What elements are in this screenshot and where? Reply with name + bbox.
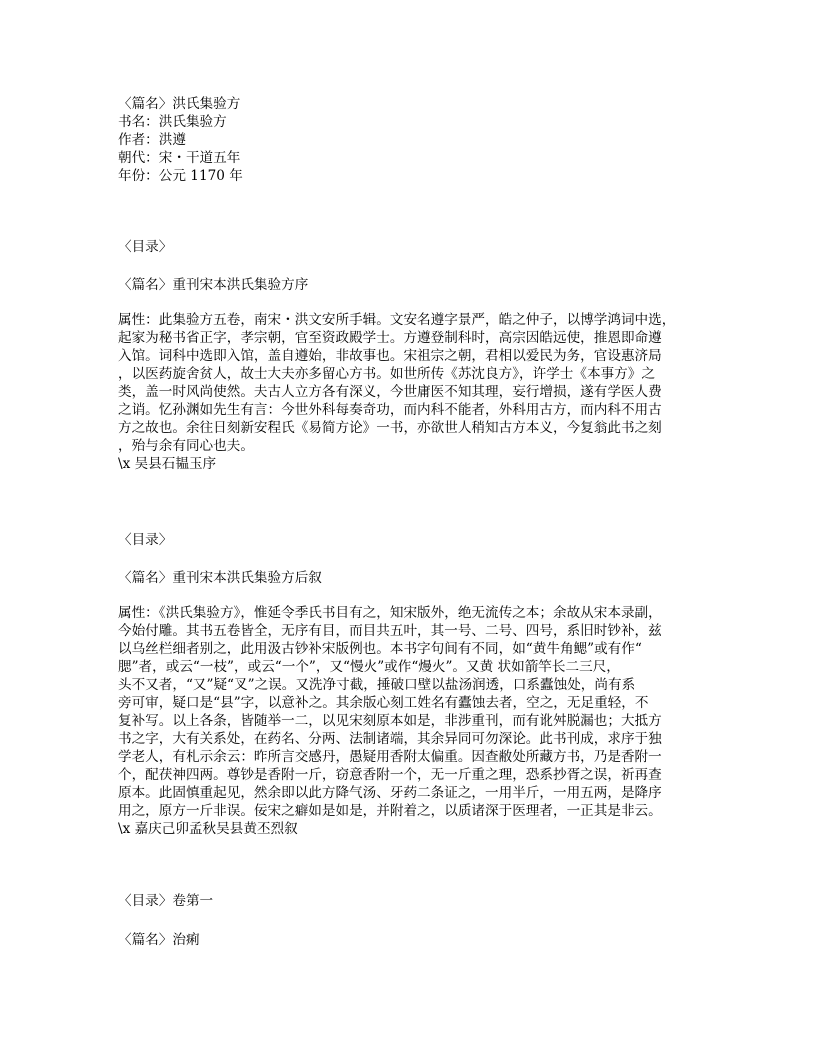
header-line: 朝代：宋・干道五年 xyxy=(118,150,241,166)
body-line: ，殆与余有同心也夫。 xyxy=(118,438,254,454)
header-block xyxy=(118,95,243,185)
body-line: ，以医药旋舍贫人，故士大夫亦多留心方书。如世所传《苏沈良方》，许学士《本事方》之 xyxy=(118,366,655,382)
section-body xyxy=(118,311,675,473)
body-line: \x 吴县石韫玉序 xyxy=(118,456,217,472)
body-line: 属性：此集验方五卷，南宋・洪文安所手辑。文安名遵字景严，皓之仲子，以博学鸿词中选， xyxy=(118,312,676,328)
body-line: 属性：《洪氏集验方》，惟延令季氏书目有之，知宋版外，绝无流传之本；余故从宋本录副， xyxy=(118,605,662,621)
body-line: 类，盖一时风尚使然。夫古人立方各有深义，今世庸医不知其理，妄行增损，遂有学医人费 xyxy=(118,384,662,400)
header-line: 书名：洪氏集验方 xyxy=(118,114,227,130)
body-line: 方之故也。余往日刻新安程氏《易简方论》一书，亦欲世人稍知古方本义，今复翁此书之刻 xyxy=(118,420,662,436)
body-line: 今始付雕。其书五卷皆全，无序有目，而目共五叶，其一号、二号、四号，系旧时钞补，兹 xyxy=(118,623,662,639)
body-line: 原本。此固慎重起见，然余即以此方降气汤、牙药二条证之，一用半斤，一用五两，是降序 xyxy=(118,785,662,801)
body-line: 书之字，大有关系处，在药名、分两、法制诸端，其余异同可勿深论。此书刊成，求序于独 xyxy=(118,731,662,747)
body-line: 用之，原方一斤非误。佞宋之癖如是如是，并附着之，以质诸深于医理者，一正其是非云。 xyxy=(118,803,662,819)
toc-label: 〈目录〉 xyxy=(118,239,173,255)
body-line: 复补写。以上各条，皆随举一二，以见宋刻原本如是，非涉重刊，而有讹舛脱漏也；大抵方 xyxy=(118,713,662,729)
toc-label: 〈目录〉 xyxy=(118,532,173,548)
header-line: 作者：洪遵 xyxy=(118,132,186,148)
body-line: 头不又者，“又”疑“叉”之误。又洗净寸截，捶破口壁以盐汤润透，口系蠹蚀处，尚有系 xyxy=(118,677,636,693)
section-title: 〈篇名〉重刊宋本洪氏集验方序 xyxy=(118,277,309,293)
body-line: \x 嘉庆己卯孟秋吴县黄丕烈叙 xyxy=(118,821,298,837)
body-line: 旁可审，疑口是“县”字，以意补之。其余版心刻工姓名有蠹蚀去者，空之，无足重轻，不 xyxy=(118,695,649,711)
section-title: 〈篇名〉治痢 xyxy=(118,932,200,948)
section-body xyxy=(118,604,662,838)
body-line: 起家为秘书省正字，孝宗朝，官至资政殿学士。方遵登制科时，高宗因皓远使，推恩即命遵 xyxy=(118,330,662,346)
body-line: 学老人，有札示余云：昨所言交感丹，愚疑用香附太偏重。因查敝处所藏方书，乃是香附一 xyxy=(118,749,662,765)
section-title: 〈篇名〉重刊宋本洪氏集验方后叙 xyxy=(118,570,322,586)
body-line: 之诮。忆孙渊如先生有言：今世外科每奏奇功，而内科不能者，外科用古方，而内科不用古 xyxy=(118,402,662,418)
body-line: 腮”者，或云“一枝”，或云“一个”，又“慢火”或作“熳火”。又黄 状如箭竿长二三尺， xyxy=(118,659,620,675)
body-line: 入馆。词科中选即入馆，盖自遵始，非故事也。宋祖宗之朝，君相以爱民为务，官设惠济局 xyxy=(118,348,662,364)
toc-label: 〈目录〉卷第一 xyxy=(118,893,214,909)
header-line: 年份：公元 1170 年 xyxy=(118,168,243,184)
body-line: 以乌丝栏细者别之，此用汲古钞补宋版例也。本书字句间有不同，如“黄牛角鳃”或有作“ xyxy=(118,641,642,657)
header-line: 〈篇名〉洪氏集验方 xyxy=(118,96,241,112)
body-line: 个，配茯神四两。尊钞是香附一斤，窃意香附一个，无一斤重之理，恐系抄胥之误，祈再查 xyxy=(118,767,662,783)
